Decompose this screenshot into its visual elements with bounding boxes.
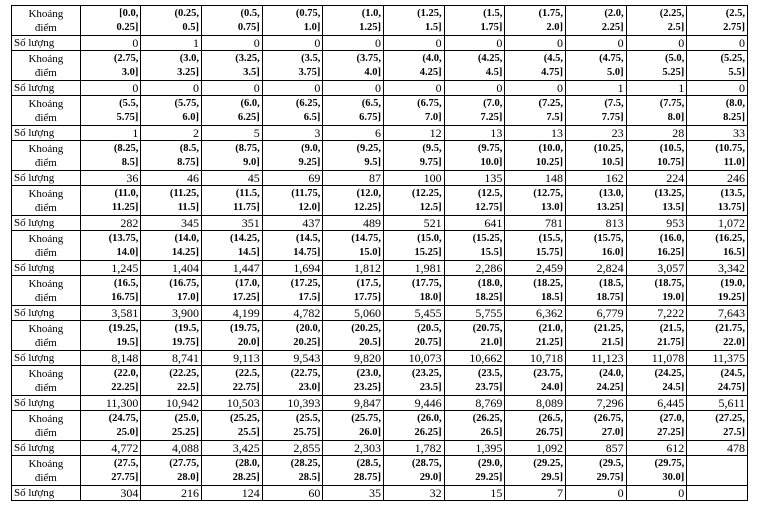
count-cell: 1,245 — [80, 261, 141, 276]
count-cell: 135 — [444, 171, 505, 186]
interval-row-label: Khoảng điểm — [12, 51, 81, 81]
count-row-label: Số lượng — [12, 441, 81, 456]
count-cell: 246 — [687, 171, 748, 186]
interval-cell: (25.0, 25.25] — [141, 411, 202, 441]
interval-cell: (12.5, 12.75] — [444, 186, 505, 216]
interval-cell: (11.25, 11.5] — [141, 186, 202, 216]
interval-cell: (8.5, 8.75] — [141, 141, 202, 171]
count-row-label: Số lượng — [12, 81, 81, 96]
interval-cell: (27.5, 27.75] — [80, 456, 141, 486]
count-cell: 489 — [323, 216, 384, 231]
count-cell: 3 — [262, 126, 323, 141]
count-cell: 0 — [384, 36, 445, 51]
interval-row-label: Khoảng điểm — [12, 456, 81, 486]
count-cell: 5 — [202, 126, 263, 141]
count-cell: 612 — [626, 441, 687, 456]
interval-cell: (4.25, 4.5] — [444, 51, 505, 81]
count-cell: 3,342 — [687, 261, 748, 276]
count-cell: 0 — [262, 81, 323, 96]
count-cell: 32 — [384, 486, 445, 501]
interval-row-label: Khoảng điểm — [12, 321, 81, 351]
interval-cell: (23.5, 23.75] — [444, 366, 505, 396]
count-cell: 7,222 — [626, 306, 687, 321]
count-cell: 0 — [444, 81, 505, 96]
interval-cell: (19.0, 19.25] — [687, 276, 748, 306]
interval-cell: (14.0, 14.25] — [141, 231, 202, 261]
interval-cell: (5.5, 5.75] — [80, 96, 141, 126]
interval-cell: (1.75, 2.0] — [505, 6, 566, 36]
interval-row — [12, 411, 748, 441]
count-cell: 100 — [384, 171, 445, 186]
count-row-label: Số lượng — [12, 171, 81, 186]
interval-cell: (16.25, 16.5] — [687, 231, 748, 261]
interval-cell: (29.0, 29.25] — [444, 456, 505, 486]
interval-cell: (15.5, 15.75] — [505, 231, 566, 261]
count-cell: 2 — [141, 126, 202, 141]
count-cell: 5,455 — [384, 306, 445, 321]
count-cell: 282 — [80, 216, 141, 231]
interval-cell: (10.5, 10.75] — [626, 141, 687, 171]
interval-cell: (25.25, 25.5] — [202, 411, 263, 441]
count-cell: 641 — [444, 216, 505, 231]
interval-cell: (13.75, 14.0] — [80, 231, 141, 261]
count-cell: 9,820 — [323, 351, 384, 366]
interval-cell: (7.75, 8.0] — [626, 96, 687, 126]
interval-row-label: Khoảng điểm — [12, 186, 81, 216]
count-row — [12, 216, 748, 231]
count-cell: 60 — [262, 486, 323, 501]
count-cell: 4,772 — [80, 441, 141, 456]
interval-cell: (1.0, 1.25] — [323, 6, 384, 36]
interval-cell: (26.0, 26.25] — [384, 411, 445, 441]
interval-cell: (3.25, 3.5] — [202, 51, 263, 81]
count-row-label: Số lượng — [12, 486, 81, 501]
interval-cell: (25.75, 26.0] — [323, 411, 384, 441]
count-cell: 0 — [323, 81, 384, 96]
interval-cell: (27.25, 27.5] — [687, 411, 748, 441]
count-cell: 7,296 — [565, 396, 626, 411]
count-cell: 6,362 — [505, 306, 566, 321]
count-cell: 11,078 — [626, 351, 687, 366]
interval-cell: (9.5, 9.75] — [384, 141, 445, 171]
interval-row — [12, 6, 748, 36]
count-cell: 0 — [505, 36, 566, 51]
count-cell: 0 — [202, 36, 263, 51]
count-cell: 87 — [323, 171, 384, 186]
interval-cell: (19.75, 20.0] — [202, 321, 263, 351]
interval-cell: (9.0, 9.25] — [262, 141, 323, 171]
interval-cell: (19.25, 19.5] — [80, 321, 141, 351]
interval-row — [12, 321, 748, 351]
count-row — [12, 396, 748, 411]
count-cell: 46 — [141, 171, 202, 186]
interval-cell: (5.25, 5.5] — [687, 51, 748, 81]
interval-cell: (15.25, 15.5] — [444, 231, 505, 261]
interval-cell: (21.75, 22.0] — [687, 321, 748, 351]
interval-cell: (28.25, 28.5] — [262, 456, 323, 486]
interval-cell: (9.75, 10.0] — [444, 141, 505, 171]
interval-row-label: Khoảng điểm — [12, 141, 81, 171]
count-row-label: Số lượng — [12, 216, 81, 231]
count-cell: 0 — [384, 81, 445, 96]
interval-cell: (10.25, 10.5] — [565, 141, 626, 171]
count-cell: 11,123 — [565, 351, 626, 366]
interval-cell: (23.25, 23.5] — [384, 366, 445, 396]
count-cell: 1,782 — [384, 441, 445, 456]
count-cell: 3,425 — [202, 441, 263, 456]
count-row — [12, 81, 748, 96]
interval-cell: (6.5, 6.75] — [323, 96, 384, 126]
count-cell: 4,199 — [202, 306, 263, 321]
count-cell: 4,088 — [141, 441, 202, 456]
interval-cell: (29.25, 29.5] — [505, 456, 566, 486]
count-cell: 478 — [687, 441, 748, 456]
interval-row-label: Khoảng điểm — [12, 6, 81, 36]
interval-cell: (16.0, 16.25] — [626, 231, 687, 261]
count-cell: 10,718 — [505, 351, 566, 366]
interval-cell: (22.0, 22.25] — [80, 366, 141, 396]
count-cell: 437 — [262, 216, 323, 231]
count-cell: 8,741 — [141, 351, 202, 366]
count-row-label: Số lượng — [12, 351, 81, 366]
count-row — [12, 171, 748, 186]
interval-cell: (6.25, 6.5] — [262, 96, 323, 126]
count-row-label: Số lượng — [12, 126, 81, 141]
interval-cell: (12.75, 13.0] — [505, 186, 566, 216]
count-cell: 11,375 — [687, 351, 748, 366]
interval-row-label: Khoảng điểm — [12, 276, 81, 306]
interval-cell: (14.75, 15.0] — [323, 231, 384, 261]
interval-cell: (15.0, 15.25] — [384, 231, 445, 261]
interval-cell: (28.0, 28.25] — [202, 456, 263, 486]
count-cell: 5,611 — [687, 396, 748, 411]
count-cell: 124 — [202, 486, 263, 501]
interval-cell: (18.25, 18.5] — [505, 276, 566, 306]
count-cell: 8,148 — [80, 351, 141, 366]
interval-cell: (13.5, 13.75] — [687, 186, 748, 216]
interval-cell: (6.75, 7.0] — [384, 96, 445, 126]
interval-cell: (2.0, 2.25] — [565, 6, 626, 36]
count-cell: 953 — [626, 216, 687, 231]
count-cell: 1 — [141, 36, 202, 51]
interval-cell: (23.0, 23.25] — [323, 366, 384, 396]
count-cell: 9,847 — [323, 396, 384, 411]
interval-cell: (16.5, 16.75] — [80, 276, 141, 306]
count-cell: 0 — [687, 81, 748, 96]
count-cell: 0 — [262, 36, 323, 51]
count-row — [12, 351, 748, 366]
count-cell: 1,395 — [444, 441, 505, 456]
interval-cell: (3.0, 3.25] — [141, 51, 202, 81]
count-cell: 304 — [80, 486, 141, 501]
count-cell: 9,446 — [384, 396, 445, 411]
interval-cell: (29.5, 29.75] — [565, 456, 626, 486]
count-cell — [687, 486, 748, 501]
interval-cell: (22.5, 22.75] — [202, 366, 263, 396]
count-cell: 9,543 — [262, 351, 323, 366]
count-cell: 351 — [202, 216, 263, 231]
count-cell: 23 — [565, 126, 626, 141]
interval-cell: (2.25, 2.5] — [626, 6, 687, 36]
interval-cell: (28.5, 28.75] — [323, 456, 384, 486]
interval-row-label: Khoảng điểm — [12, 231, 81, 261]
count-cell: 521 — [384, 216, 445, 231]
count-row-label: Số lượng — [12, 261, 81, 276]
interval-cell: (23.75, 24.0] — [505, 366, 566, 396]
count-row — [12, 306, 748, 321]
count-cell: 0 — [444, 36, 505, 51]
interval-cell: (17.5, 17.75] — [323, 276, 384, 306]
count-cell: 162 — [565, 171, 626, 186]
interval-cell: (29.75, 30.0] — [626, 456, 687, 486]
count-cell: 224 — [626, 171, 687, 186]
interval-cell: (3.5, 3.75] — [262, 51, 323, 81]
count-cell: 6,445 — [626, 396, 687, 411]
count-cell: 9,113 — [202, 351, 263, 366]
count-cell: 10,503 — [202, 396, 263, 411]
count-cell: 1,694 — [262, 261, 323, 276]
count-cell: 1,072 — [687, 216, 748, 231]
count-cell: 28 — [626, 126, 687, 141]
count-cell: 13 — [444, 126, 505, 141]
count-cell: 4,782 — [262, 306, 323, 321]
interval-cell: (9.25, 9.5] — [323, 141, 384, 171]
count-cell: 148 — [505, 171, 566, 186]
count-cell: 6,779 — [565, 306, 626, 321]
count-cell: 15 — [444, 486, 505, 501]
count-cell: 3,057 — [626, 261, 687, 276]
count-cell: 8,769 — [444, 396, 505, 411]
count-cell: 5,755 — [444, 306, 505, 321]
interval-cell: (27.75, 28.0] — [141, 456, 202, 486]
interval-row — [12, 96, 748, 126]
count-cell: 2,824 — [565, 261, 626, 276]
count-cell: 0 — [565, 486, 626, 501]
count-row — [12, 441, 748, 456]
count-cell: 8,089 — [505, 396, 566, 411]
interval-cell: (3.75, 4.0] — [323, 51, 384, 81]
interval-cell: (26.5, 26.75] — [505, 411, 566, 441]
interval-cell: (24.5, 24.75] — [687, 366, 748, 396]
interval-cell: (15.75, 16.0] — [565, 231, 626, 261]
count-row — [12, 36, 748, 51]
interval-cell: (12.25, 12.5] — [384, 186, 445, 216]
count-row — [12, 486, 748, 501]
count-cell: 11,300 — [80, 396, 141, 411]
interval-cell: (24.75, 25.0] — [80, 411, 141, 441]
interval-cell: (18.5, 18.75] — [565, 276, 626, 306]
interval-cell: (4.75, 5.0] — [565, 51, 626, 81]
interval-cell: (2.75, 3.0] — [80, 51, 141, 81]
count-cell: 1 — [565, 81, 626, 96]
interval-cell: (21.0, 21.25] — [505, 321, 566, 351]
count-cell: 33 — [687, 126, 748, 141]
interval-cell: (12.0, 12.25] — [323, 186, 384, 216]
interval-cell: (26.75, 27.0] — [565, 411, 626, 441]
count-row — [12, 261, 748, 276]
count-cell: 216 — [141, 486, 202, 501]
interval-cell: (7.25, 7.5] — [505, 96, 566, 126]
interval-row-label: Khoảng điểm — [12, 96, 81, 126]
interval-cell: (24.0, 24.25] — [565, 366, 626, 396]
interval-cell: (8.25, 8.5] — [80, 141, 141, 171]
interval-cell: (25.5, 25.75] — [262, 411, 323, 441]
count-cell: 0 — [626, 36, 687, 51]
count-cell: 12 — [384, 126, 445, 141]
count-row-label: Số lượng — [12, 306, 81, 321]
interval-cell: (20.5, 20.75] — [384, 321, 445, 351]
count-cell: 45 — [202, 171, 263, 186]
count-cell: 1,812 — [323, 261, 384, 276]
score-distribution-body — [12, 6, 748, 501]
count-row-label: Số lượng — [12, 36, 81, 51]
count-cell: 345 — [141, 216, 202, 231]
interval-row — [12, 186, 748, 216]
count-cell: 857 — [565, 441, 626, 456]
count-cell: 10,393 — [262, 396, 323, 411]
interval-cell: (28.75, 29.0] — [384, 456, 445, 486]
count-cell: 1,092 — [505, 441, 566, 456]
count-cell: 0 — [687, 36, 748, 51]
interval-cell: (22.75, 23.0] — [262, 366, 323, 396]
interval-row — [12, 366, 748, 396]
interval-cell: (14.25, 14.5] — [202, 231, 263, 261]
interval-row-label: Khoảng điểm — [12, 366, 81, 396]
count-row — [12, 126, 748, 141]
count-cell: 3,581 — [80, 306, 141, 321]
interval-cell: (7.0, 7.25] — [444, 96, 505, 126]
count-cell: 1,404 — [141, 261, 202, 276]
interval-cell: (27.0, 27.25] — [626, 411, 687, 441]
interval-cell: (7.5, 7.75] — [565, 96, 626, 126]
interval-cell: (20.0, 20.25] — [262, 321, 323, 351]
interval-cell: (1.25, 1.5] — [384, 6, 445, 36]
count-cell: 0 — [80, 81, 141, 96]
interval-cell: (24.25, 24.5] — [626, 366, 687, 396]
count-cell: 10,942 — [141, 396, 202, 411]
interval-cell — [687, 456, 748, 486]
interval-row — [12, 456, 748, 486]
interval-cell: (17.75, 18.0] — [384, 276, 445, 306]
count-cell: 813 — [565, 216, 626, 231]
count-cell: 13 — [505, 126, 566, 141]
interval-cell: [0.0, 0.25] — [80, 6, 141, 36]
interval-cell: (0.25, 0.5] — [141, 6, 202, 36]
interval-cell: (18.75, 19.0] — [626, 276, 687, 306]
interval-cell: (13.25, 13.5] — [626, 186, 687, 216]
interval-cell: (1.5, 1.75] — [444, 6, 505, 36]
interval-cell: (16.75, 17.0] — [141, 276, 202, 306]
count-row-label: Số lượng — [12, 396, 81, 411]
interval-row — [12, 51, 748, 81]
count-cell: 2,855 — [262, 441, 323, 456]
count-cell: 3,900 — [141, 306, 202, 321]
count-cell: 781 — [505, 216, 566, 231]
interval-cell: (2.5, 2.75] — [687, 6, 748, 36]
count-cell: 2,303 — [323, 441, 384, 456]
count-cell: 0 — [141, 81, 202, 96]
interval-cell: (4.5, 4.75] — [505, 51, 566, 81]
interval-cell: (21.25, 21.5] — [565, 321, 626, 351]
interval-cell: (14.5, 14.75] — [262, 231, 323, 261]
interval-cell: (10.0, 10.25] — [505, 141, 566, 171]
interval-cell: (11.75, 12.0] — [262, 186, 323, 216]
interval-cell: (5.75, 6.0] — [141, 96, 202, 126]
interval-cell: (20.75, 21.0] — [444, 321, 505, 351]
count-cell: 6 — [323, 126, 384, 141]
interval-cell: (8.75, 9.0] — [202, 141, 263, 171]
count-cell: 0 — [565, 36, 626, 51]
count-cell: 2,459 — [505, 261, 566, 276]
interval-row — [12, 231, 748, 261]
interval-cell: (19.5, 19.75] — [141, 321, 202, 351]
interval-cell: (20.25, 20.5] — [323, 321, 384, 351]
interval-cell: (11.5, 11.75] — [202, 186, 263, 216]
count-cell: 0 — [202, 81, 263, 96]
count-cell: 2,286 — [444, 261, 505, 276]
count-cell: 10,662 — [444, 351, 505, 366]
interval-row-label: Khoảng điểm — [12, 411, 81, 441]
count-cell: 1,981 — [384, 261, 445, 276]
interval-cell: (4.0, 4.25] — [384, 51, 445, 81]
count-cell: 1 — [626, 81, 687, 96]
interval-cell: (6.0, 6.25] — [202, 96, 263, 126]
count-cell: 1,447 — [202, 261, 263, 276]
interval-cell: (22.25, 22.5] — [141, 366, 202, 396]
count-cell: 0 — [505, 81, 566, 96]
interval-row — [12, 276, 748, 306]
count-cell: 1 — [80, 126, 141, 141]
count-cell: 7 — [505, 486, 566, 501]
count-cell: 35 — [323, 486, 384, 501]
interval-cell: (17.25, 17.5] — [262, 276, 323, 306]
interval-cell: (10.75, 11.0] — [687, 141, 748, 171]
interval-cell: (5.0, 5.25] — [626, 51, 687, 81]
count-cell: 0 — [80, 36, 141, 51]
interval-cell: (18.0, 18.25] — [444, 276, 505, 306]
interval-cell: (17.0, 17.25] — [202, 276, 263, 306]
count-cell: 10,073 — [384, 351, 445, 366]
count-cell: 7,643 — [687, 306, 748, 321]
interval-cell: (21.5, 21.75] — [626, 321, 687, 351]
score-distribution-table — [11, 5, 748, 501]
interval-cell: (0.75, 1.0] — [262, 6, 323, 36]
interval-cell: (0.5, 0.75] — [202, 6, 263, 36]
count-cell: 5,060 — [323, 306, 384, 321]
count-cell: 69 — [262, 171, 323, 186]
count-cell: 0 — [626, 486, 687, 501]
interval-cell: (13.0, 13.25] — [565, 186, 626, 216]
interval-cell: (11.0, 11.25] — [80, 186, 141, 216]
interval-row — [12, 141, 748, 171]
count-cell: 36 — [80, 171, 141, 186]
count-cell: 0 — [323, 36, 384, 51]
interval-cell: (26.25, 26.5] — [444, 411, 505, 441]
interval-cell: (8.0, 8.25] — [687, 96, 748, 126]
